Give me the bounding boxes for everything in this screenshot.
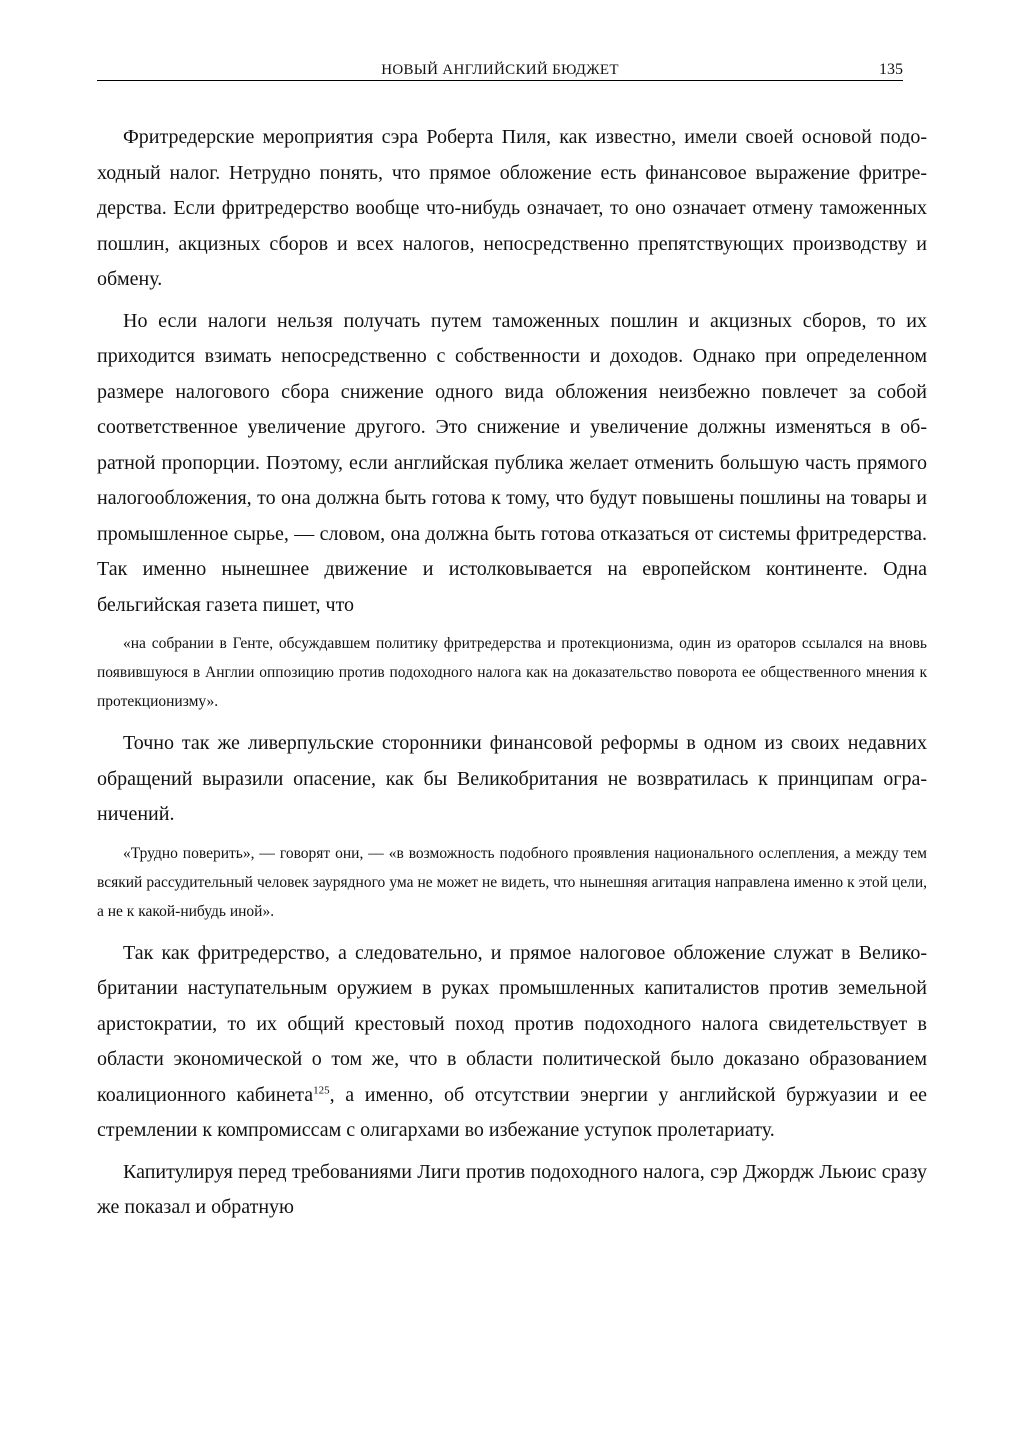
paragraph-3: Точно так же ливерпульские сторонники финансовой реформы в одном из своих недавних обращений выразили опасение, как бы Великобритания не возвратилась к принципам ограничений. [97, 732, 927, 825]
paragraph-4-text-b: , а именно, об отсутствии энергии у английской буржуазии и ее стремлении к компромиссам с олигархами во избежание уступок пролетариату. [97, 1083, 927, 1141]
paragraph-4 [97, 936, 927, 1149]
paragraph-4-text-a: Так как фритредерство, а следовательно, и прямое налоговое обложение служат в Великобритании наступательным оружием в руках промышленных капиталистов против земельной аристократии, то их общий крестовый поход против подоходного налога свидетельствует в области экономической о том же, что в области политической было доказано образованием коалиционного кабинета [97, 941, 927, 1106]
paragraph-1: Фритредерские мероприятия сэра Роберта Пиля, как известно, имели своей основой подоходный налог. Нетрудно понять, что прямое обложение есть финансовое выражение фритредерства. Если фритредерство вообще что-нибудь означает, то оно означает отмену таможенных пошлин, акцизных сборов и всех налогов, непосредственно препятствующих производству и обмену. [97, 126, 927, 290]
footnote-marker[interactable]: 125 [313, 1083, 330, 1096]
quote-2: «Трудно поверить», — говорят они, — «в возможность подобного проявления национального ослепления, а между тем всякий рассудительный человек заурядного ума не может не видеть, что нынешняя агитация направлена именно к этой цели, а не к какой-нибудь иной». [97, 844, 927, 920]
paragraph-5: Капитулируя перед требованиями Лиги против подоходного налога, сэр Джордж Льюис сразу же показал и обратную [97, 1160, 927, 1218]
paragraph-2: Но если налоги нельзя получать путем таможенных пошлин и акцизных сборов, то их приходится взимать непосредственно с собственности и доходов. Однако при определенном размере налогового сбора снижение одного вида обложения неизбежно повлечет за собой соответственное увеличение другого. Это снижение и увеличение должны изменяться в обратной пропорции. Поэтому, если английская публика желает отменить большую часть прямого налогообложения, то она должна быть готова к тому, что будут повышены пошлины на товары и промышленное сырье, — словом, она должна быть готова отказаться от системы фритредерства. Так именно нынешнее движение и истолковывается на европейском континенте. Одна бельгийская газета пишет, что [97, 309, 927, 616]
running-header [97, 60, 903, 81]
quote-1: «на собрании в Генте, обсуждавшем политику фритредерства и протекционизма, один из ораторов ссылался на вновь появившуюся в Англии оппозицию против подоходного налога как на доказательство поворота ее общественного мнения к протекционизму». [97, 635, 927, 710]
running-title: НОВЫЙ АНГЛИЙСКИЙ БЮДЖЕТ [381, 62, 619, 78]
page-number: 135 [879, 61, 903, 78]
body-text [97, 120, 927, 1232]
